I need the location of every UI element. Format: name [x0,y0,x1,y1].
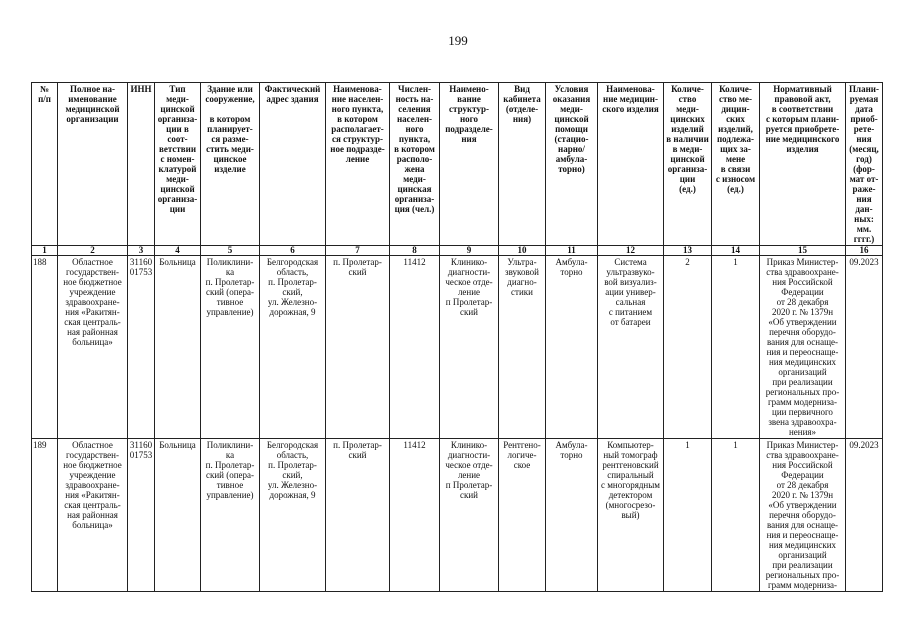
division-cell: Клинико- диагности- ческое отде- ление п Пролетар- ский [440,439,499,592]
planned-date-cell: 09.2023 [846,256,883,439]
header-row [32,83,883,246]
legal-act-cell: Приказ Министер- ства здравоохране- ния Российской Федерации от 28 декабря 2020 г. № 1379н «Об утверждении перечня оборудо- вания для оснаще- ния и переоснаще- ния медицинских организаций при реализации региональных про- грамм модерниза- ции первичного звена здравоохра- нения» [760,256,846,439]
header-col-4: Тип меди- цинской организа- ции в соот- ветствии с номен- клатурой меди- цинской организа- ции [155,83,201,246]
column-number: 3 [128,246,155,256]
cabinet-type-cell: Ультра- звуковой диагно- стики [499,256,546,439]
row-number-cell: 189 [32,439,58,592]
row-number-cell: 188 [32,256,58,439]
care-conditions-cell: Амбула- торно [546,439,598,592]
header-col-8: Числен- ность на- селения населен- ного пункта, в котором располо- жена меди- цинская организа- ция (чел.) [390,83,440,246]
page-number: 199 [448,33,468,48]
equipment-register-table [31,82,883,592]
division-cell: Клинико- диагности- ческое отде- ление п Пролетар- ский [440,256,499,439]
column-number: 16 [846,246,883,256]
organization-type-cell: Больница [155,256,201,439]
column-number: 6 [260,246,326,256]
inn-cell: 31160 01753 [128,439,155,592]
address-cell: Белгородская область, п. Пролетар- ский, ул. Железно- дорожная, 9 [260,439,326,592]
header-col-5: Здание или сооружение, в котором планирует- ся разме- стить меди- цинское изделие [201,83,260,246]
column-number: 10 [499,246,546,256]
legal-act-cell: Приказ Министер- ства здравоохране- ния Российской Федерации от 28 декабря 2020 г. № 1379н «Об утверждении перечня оборудо- вания для оснаще- ния и переоснаще- ния медицинских организаций при реализации региональных про- грамм модерниза- [760,439,846,592]
header-col-16: Плани- руемая дата приоб- рете- ния (месяц, год) (фор- мат от- раже- ния дан- ных: мм. гггг.) [846,83,883,246]
settlement-cell: п. Пролетар- ский [326,439,390,592]
population-cell: 11412 [390,256,440,439]
header-col-2: Полное на- именование медицинской организации [58,83,128,246]
header-col-15: Нормативный правовой акт, в соответствии с которым плани- руется приобрете- ние медицинского изделия [760,83,846,246]
header-col-9: Наимено- вание структур- ного подразделе- ния [440,83,499,246]
population-cell: 11412 [390,439,440,592]
building-cell: Поликлини- ка п. Пролетар- ский (опера- тивное управление) [201,439,260,592]
devices-available-cell: 2 [664,256,712,439]
organization-name-cell: Областное государствен- ное бюджетное учреждение здравоохране- ния «Ракитян- ская централь- ная районная больница» [58,439,128,592]
column-number: 2 [58,246,128,256]
header-col-12: Наименова- ние медицин- ского изделия [598,83,664,246]
column-number: 12 [598,246,664,256]
column-number: 4 [155,246,201,256]
device-name-cell: Компьютер- ный томограф рентгеновский спиральный с многорядным детектором (многосрезо- вый) [598,439,664,592]
building-cell: Поликлини- ка п. Пролетар- ский (опера- тивное управление) [201,256,260,439]
header-col-14: Количе- ство ме- дицин- ских изделий, подлежа- щих за- мене в связи с износом (ед.) [712,83,760,246]
devices-to-replace-cell: 1 [712,439,760,592]
care-conditions-cell: Амбула- торно [546,256,598,439]
devices-to-replace-cell: 1 [712,256,760,439]
column-number: 15 [760,246,846,256]
column-number: 7 [326,246,390,256]
column-number: 5 [201,246,260,256]
settlement-cell: п. Пролетар- ский [326,256,390,439]
organization-name-cell: Областное государствен- ное бюджетное учреждение здравоохране- ния «Ракитян- ская централь- ная районная больница» [58,256,128,439]
header-col-11: Условия оказания меди- цинской помощи (стацио- нарно/ амбула- торно) [546,83,598,246]
device-name-cell: Система ультразвуко- вой визуализ- ации универ- сальная с питанием от батареи [598,256,664,439]
cabinet-type-cell: Рентгено- логиче- ское [499,439,546,592]
header-col-10: Вид кабинета (отделе- ния) [499,83,546,246]
column-number: 1 [32,246,58,256]
planned-date-cell: 09.2023 [846,439,883,592]
column-number: 13 [664,246,712,256]
column-number-row [32,246,883,256]
header-col-1: № п/п [32,83,58,246]
header-col-13: Количе- ство меди- цинских изделий в наличии в меди- цинской организа- ции (ед.) [664,83,712,246]
header-col-6: Фактический адрес здания [260,83,326,246]
devices-available-cell: 1 [664,439,712,592]
inn-cell: 31160 01753 [128,256,155,439]
header-col-3: ИНН [128,83,155,246]
organization-type-cell: Больница [155,439,201,592]
column-number: 11 [546,246,598,256]
table-row [32,256,883,439]
column-number: 8 [390,246,440,256]
address-cell: Белгородская область, п. Пролетар- ский, ул. Железно- дорожная, 9 [260,256,326,439]
header-col-7: Наименова- ние населен- ного пункта, в котором располагает- ся структур- ное подразде- ление [326,83,390,246]
column-number: 14 [712,246,760,256]
column-number: 9 [440,246,499,256]
table-row [32,439,883,592]
